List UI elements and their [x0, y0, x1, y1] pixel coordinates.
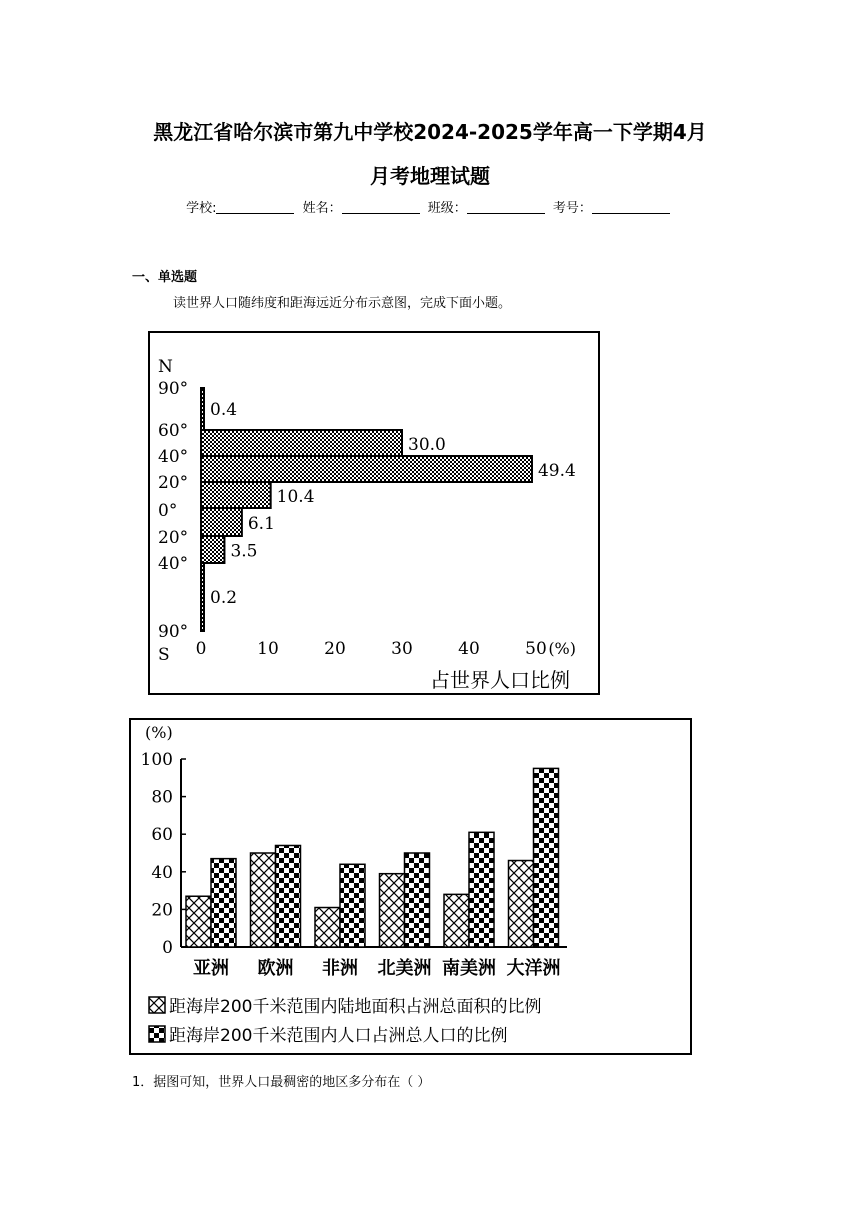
chart2-y-tick: 20: [151, 900, 173, 921]
chart1-data-label: 10.4: [276, 487, 315, 507]
page-title-line2: 月考地理试题: [370, 164, 490, 188]
chart2-x-label: 亚洲: [193, 958, 229, 979]
chart2-bar: [405, 853, 430, 947]
chart2-x-label: 北美洲: [377, 958, 432, 979]
chart1-x-tick: 0: [195, 639, 207, 659]
chart2-x-label: 南美洲: [442, 958, 496, 979]
chart2-y-tick: 60: [151, 825, 173, 846]
chart1-x-tick: 40: [458, 639, 480, 659]
chart2-y-tick: 40: [151, 862, 173, 883]
chart1-x-unit: (%): [548, 639, 576, 658]
question-1: 1．据图可知，世界人口最稠密的地区多分布在（ ）: [132, 1075, 431, 1090]
chart2-legend-swatch: [149, 997, 165, 1013]
chart2-y-tick: 100: [140, 750, 173, 770]
school-label: 学校:: [186, 201, 217, 216]
chart2-bar: [509, 861, 534, 947]
chart1-y-tick: S: [158, 645, 170, 665]
chart2-legend-label: 距海岸200千米范围内人口占洲总人口的比例: [169, 1026, 508, 1046]
chart2-y-tick: 80: [151, 787, 173, 808]
chart2-bar: [315, 908, 340, 947]
chart2-x-label: 欧洲: [257, 958, 294, 979]
class-blank[interactable]: [467, 200, 545, 214]
chart2-legend-swatch: [149, 1026, 165, 1042]
chart1-y-tick: 20°: [158, 528, 189, 548]
chart2-bar: [211, 859, 236, 947]
chart2-y-tick: 0: [162, 938, 173, 958]
chart2-y-unit: (%): [145, 723, 173, 742]
coastal-population-chart: [129, 718, 692, 1056]
school-blank[interactable]: [216, 200, 294, 214]
chart2-legend-label: 距海岸200千米范围内陆地面积占洲总面积的比例: [169, 997, 542, 1017]
chart1-y-tick: 90°: [158, 379, 189, 399]
chart2-x-label: 大洋洲: [506, 958, 561, 979]
chart1-x-tick: 20: [324, 639, 346, 659]
chart1-bar: [201, 536, 224, 563]
chart2-bar: [251, 853, 276, 947]
chart1-bar: [201, 456, 532, 482]
exam-no-label: 考号：: [552, 201, 592, 216]
chart1-x-tick: 50: [525, 639, 547, 659]
chart1-x-tick: 30: [391, 639, 413, 659]
section-heading: 一、单选题: [132, 270, 198, 285]
chart1-data-label: 3.5: [230, 541, 258, 562]
chart1-bar: [201, 508, 242, 536]
class-label: 班级：: [427, 201, 467, 216]
name-blank[interactable]: [342, 200, 420, 214]
chart2-bar: [186, 896, 211, 947]
chart1-x-label: 占世界人口比例: [430, 668, 570, 692]
chart1-y-tick: 0°: [158, 501, 178, 521]
chart1-y-tick: 20°: [158, 473, 189, 493]
chart1-y-tick: 60°: [158, 421, 189, 441]
chart2-bar: [444, 894, 469, 947]
chart1-data-label: 49.4: [537, 461, 576, 481]
chart2-x-label: 非洲: [322, 958, 358, 979]
chart1-bar: [201, 430, 402, 456]
chart1-y-tick: 40°: [158, 447, 189, 467]
chart1-data-label: 6.1: [247, 514, 275, 534]
chart1-x-tick: 10: [257, 639, 279, 659]
chart1-data-label: 0.4: [210, 400, 238, 420]
chart2-bar: [534, 768, 559, 947]
chart2-bar: [340, 864, 365, 947]
chart2-bar: [380, 874, 405, 947]
chart1-bar: [201, 482, 271, 508]
page-title-line1: 黑龙江省哈尔滨市第九中学校2024-2025学年高一下学期4月: [153, 120, 707, 144]
name-label: 姓名：: [302, 201, 342, 216]
student-info-line: [0, 197, 860, 216]
chart1-data-label: 30.0: [408, 435, 446, 455]
chart1-y-tick: N: [158, 357, 173, 377]
chart1-data-label: 0.2: [210, 588, 238, 608]
chart2-bar: [276, 845, 301, 947]
chart2-bar: [469, 832, 494, 947]
intro-text: 读世界人口随纬度和距海远近分布示意图，完成下面小题。: [173, 296, 512, 311]
chart1-y-tick: 40°: [158, 554, 189, 574]
latitude-population-chart: [148, 331, 600, 695]
chart1-y-tick: 90°: [158, 622, 189, 642]
exam-no-blank[interactable]: [592, 200, 670, 214]
